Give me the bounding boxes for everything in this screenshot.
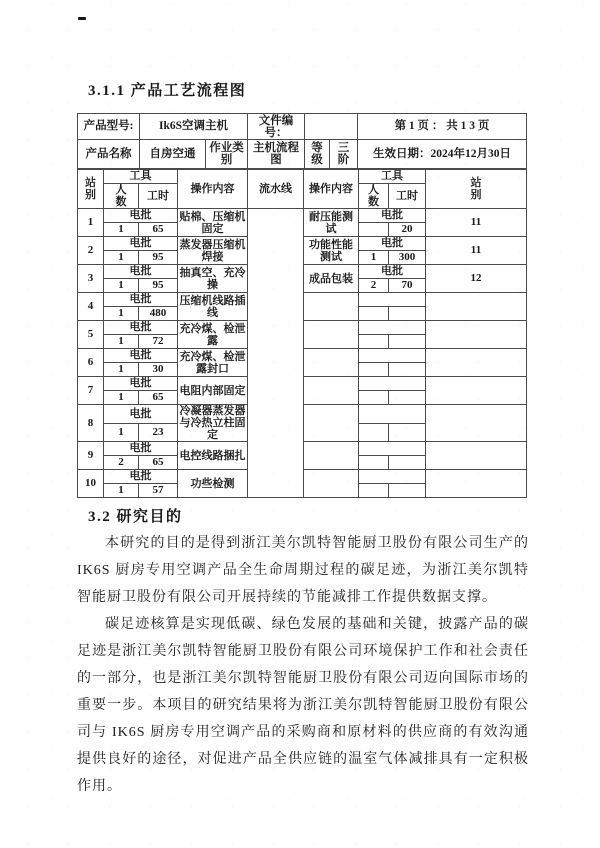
station-cell: 9	[78, 442, 104, 470]
header-station-right: 站别	[426, 170, 527, 209]
station-cell: 4	[78, 293, 104, 321]
tool-cell: 电批	[104, 405, 178, 424]
people-cell-right	[359, 307, 389, 321]
header-tool-right: 工具	[359, 170, 426, 184]
tool-cell: 电批	[104, 349, 178, 363]
hours-cell: 23	[139, 423, 178, 442]
operation-cell: 压缩机线路插线	[179, 294, 246, 319]
section-body	[77, 530, 529, 800]
people-cell-right: 1	[359, 251, 389, 265]
page-number-info: 第 1 页 ： 共 1 3 页	[358, 114, 527, 140]
hours-cell-right	[389, 307, 426, 321]
paragraph: 碳足迹核算是实现低碳、绿色发展的基础和关键，披露产品的碳足迹是浙江美尔凯特智能厨卫股份有限公司环境保护工作和社会责任的一部分，也是浙江美尔凯特智能厨卫股份有限公司迈向国际市场的重要一步。本项目的研究结果将为浙江美尔凯特智能厨卫股份有限公司与 IK6S 厨房专用空调产品的采购商和原材料的供应商的有效沟通提供良好的途径，对促进产品全供应链的温室气体减排具有一定积极作用。	[77, 617, 529, 794]
product-name-label: 产品名称	[78, 140, 140, 169]
station-cell: 7	[78, 377, 104, 405]
station-cell: 10	[78, 470, 104, 498]
station-cell: 8	[78, 405, 104, 442]
header-operation-left: 操作内容	[178, 170, 248, 209]
operation-cell-right	[304, 293, 359, 321]
operation-cell: 电控线路捆扎	[178, 442, 248, 470]
product-name-value: 自房空通	[140, 140, 206, 169]
people-cell-right	[359, 423, 389, 442]
assembly-line-cell	[248, 209, 304, 498]
header-station-left: 站别	[78, 170, 104, 209]
station-cell-right	[426, 405, 527, 442]
process-table-body	[78, 209, 527, 498]
tool-cell-right: 电批	[359, 237, 426, 251]
tool-cell: 电批	[104, 377, 178, 391]
operation-cell-right: 功能性能测试	[304, 237, 359, 265]
people-cell-right: 2	[359, 279, 389, 293]
tool-cell-right	[359, 293, 426, 307]
station-cell-right	[426, 321, 527, 349]
page-title: 3.1.1 产品工艺流程图	[88, 83, 247, 99]
station-cell-right: 11	[426, 237, 527, 265]
hours-cell-right	[389, 391, 426, 405]
hours-cell: 72	[139, 335, 178, 349]
section-heading: 3.2 研究目的	[88, 509, 183, 525]
job-type-value: 主机流程图	[248, 140, 305, 169]
people-cell: 2	[104, 456, 139, 470]
tool-cell: 电批	[104, 470, 178, 484]
station-cell-right	[426, 293, 527, 321]
operation-cell-right	[304, 470, 359, 498]
people-cell: 1	[104, 223, 139, 237]
hours-cell-right	[389, 456, 426, 470]
product-model-label: 产品型号:	[78, 114, 140, 140]
hours-cell-right	[389, 335, 426, 349]
job-type-label: 作业类别	[206, 140, 248, 169]
hours-cell: 57	[139, 484, 178, 498]
info-table	[77, 113, 527, 169]
people-cell: 1	[104, 423, 139, 442]
hours-cell-right	[389, 363, 426, 377]
people-cell-right	[359, 391, 389, 405]
hours-cell: 65	[139, 391, 178, 405]
tool-cell-right: 电批	[359, 265, 426, 279]
operation-cell-right	[304, 349, 359, 377]
hours-cell: 65	[139, 223, 178, 237]
people-cell: 1	[104, 307, 139, 321]
hours-cell-right	[389, 484, 426, 498]
tool-cell: 电批	[104, 209, 178, 223]
tool-cell-right	[359, 442, 426, 456]
people-cell-right	[359, 363, 389, 377]
doc-no-value	[305, 114, 358, 140]
station-cell-right	[426, 442, 527, 470]
hours-cell: 65	[139, 456, 178, 470]
operation-cell: 充冷煤、检泄露	[179, 322, 246, 347]
tool-cell: 电批	[104, 237, 178, 251]
station-cell-right	[426, 470, 527, 498]
header-hours-right: 工时	[389, 183, 426, 209]
operation-cell: 蒸发器压缩机焊接	[179, 238, 246, 263]
process-flow-tables	[77, 113, 526, 498]
header-operation-right: 操作内容	[304, 170, 359, 209]
hours-cell-right: 300	[389, 251, 426, 265]
operation-cell: 功些检测	[178, 470, 248, 498]
station-cell: 2	[78, 237, 104, 265]
scan-artifact-mark	[78, 17, 86, 20]
station-cell: 3	[78, 265, 104, 293]
people-cell-right	[359, 335, 389, 349]
people-cell: 1	[104, 279, 139, 293]
operation-cell-right	[304, 442, 359, 470]
station-cell-right: 12	[426, 265, 527, 293]
station-cell: 5	[78, 321, 104, 349]
process-table	[77, 169, 527, 498]
header-people-left: 人数	[104, 183, 139, 209]
paragraph: 本研究的目的是得到浙江美尔凯特智能厨卫股份有限公司生产的 IK6S 厨房专用空调产品全生命周期过程的碳足迹，为浙江美尔凯特智能厨卫股份有限公司开展持续的节能减排工作提供数据支撑。	[77, 536, 529, 605]
people-cell: 1	[104, 391, 139, 405]
grade-label: 等级	[305, 140, 330, 169]
grade-value: 三阶	[330, 140, 358, 169]
people-cell-right	[359, 484, 389, 498]
tool-cell: 电批	[104, 321, 178, 335]
station-cell-right	[426, 349, 527, 377]
tool-cell: 电批	[104, 293, 178, 307]
operation-cell-right: 耐压能测试	[304, 209, 359, 237]
people-cell: 1	[104, 335, 139, 349]
hours-cell-right	[389, 423, 426, 442]
hours-cell: 480	[139, 307, 178, 321]
tool-cell-right	[359, 377, 426, 391]
tool-cell-right	[359, 470, 426, 484]
operation-cell-right: 成品包装	[304, 265, 359, 293]
operation-cell: 贴棉、压缩机固定	[179, 210, 246, 235]
effective-date: 生效日期：2024年12月30日	[358, 140, 527, 169]
hours-cell: 95	[139, 279, 178, 293]
operation-cell-right	[304, 377, 359, 405]
operation-cell: 冷凝器蒸发器与冷热立柱固定	[179, 405, 246, 441]
station-cell: 6	[78, 349, 104, 377]
station-cell-right	[426, 377, 527, 405]
header-assembly-line: 流水线	[248, 170, 304, 209]
operation-cell-right	[304, 321, 359, 349]
hours-cell-right: 20	[389, 223, 426, 237]
header-tool-left: 工具	[104, 170, 178, 184]
tool-cell-right	[359, 321, 426, 335]
people-cell: 1	[104, 363, 139, 377]
station-cell: 1	[78, 209, 104, 237]
operation-cell-right	[304, 405, 359, 442]
tool-cell-right: 电批	[359, 209, 426, 223]
tool-cell-right	[359, 405, 426, 424]
hours-cell: 95	[139, 251, 178, 265]
people-cell-right	[359, 456, 389, 470]
operation-cell: 抽真空、充冷操	[179, 266, 246, 291]
hours-cell-right: 70	[389, 279, 426, 293]
hours-cell: 30	[139, 363, 178, 377]
station-cell-right: 11	[426, 209, 527, 237]
header-hours-left: 工时	[139, 183, 178, 209]
people-cell: 1	[104, 251, 139, 265]
tool-cell-right	[359, 349, 426, 363]
tool-cell: 电批	[104, 265, 178, 279]
people-cell: 1	[104, 484, 139, 498]
people-cell-right	[359, 223, 389, 237]
product-model-value: Ik6S空调主机	[140, 114, 248, 140]
operation-cell: 电阻内部固定	[178, 377, 248, 405]
operation-cell: 充冷煤、检泄露封口	[179, 350, 246, 375]
header-people-right: 人数	[359, 183, 389, 209]
tool-cell: 电批	[104, 442, 178, 456]
doc-no-label: 文件编号：	[248, 114, 305, 140]
